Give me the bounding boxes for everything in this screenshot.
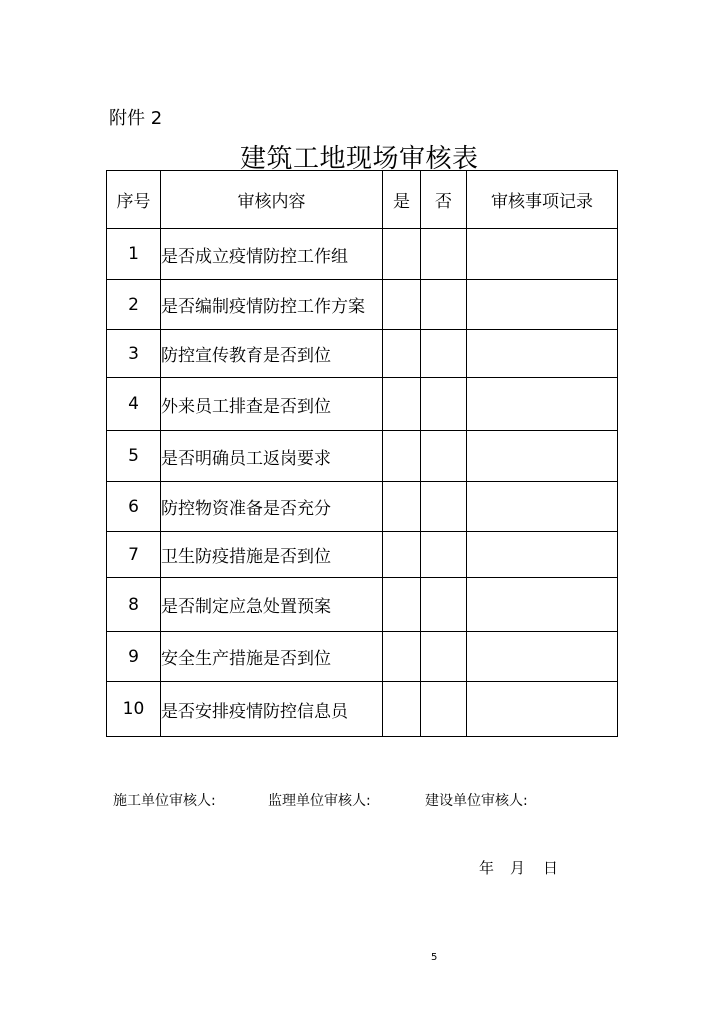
no-cell[interactable]	[421, 330, 467, 378]
attachment-label: 附件 2	[109, 108, 163, 129]
table-row	[107, 532, 618, 578]
no-cell[interactable]	[421, 578, 467, 632]
header-no: 否	[421, 171, 467, 229]
yes-cell[interactable]	[383, 682, 421, 737]
supervision-reviewer-label: 监理单位审核人:	[268, 793, 371, 809]
row-number: 10	[107, 682, 161, 737]
row-content: 是否编制疫情防控工作方案	[161, 280, 383, 330]
row-content: 是否明确员工返岗要求	[161, 431, 383, 482]
row-number: 2	[107, 280, 161, 330]
yes-cell[interactable]	[383, 482, 421, 532]
yes-cell[interactable]	[383, 578, 421, 632]
header-yes: 是	[383, 171, 421, 229]
row-number: 8	[107, 578, 161, 632]
no-cell[interactable]	[421, 431, 467, 482]
date-month-label: 月	[510, 859, 526, 877]
audit-table	[106, 170, 618, 737]
header-record: 审核事项记录	[467, 171, 618, 229]
row-content: 外来员工排查是否到位	[161, 378, 383, 431]
date-year-label: 年	[479, 859, 495, 877]
record-cell[interactable]	[467, 229, 618, 280]
table-row	[107, 682, 618, 737]
owner-reviewer-label: 建设单位审核人:	[425, 793, 528, 809]
row-number: 1	[107, 229, 161, 280]
no-cell[interactable]	[421, 378, 467, 431]
row-content: 卫生防疫措施是否到位	[161, 532, 383, 578]
no-cell[interactable]	[421, 682, 467, 737]
table-row	[107, 280, 618, 330]
yes-cell[interactable]	[383, 280, 421, 330]
table-row	[107, 482, 618, 532]
table-row	[107, 378, 618, 431]
row-number: 7	[107, 532, 161, 578]
table-row	[107, 431, 618, 482]
row-content: 安全生产措施是否到位	[161, 632, 383, 682]
table-row	[107, 229, 618, 280]
row-number: 4	[107, 378, 161, 431]
record-cell[interactable]	[467, 682, 618, 737]
table-row	[107, 330, 618, 378]
record-cell[interactable]	[467, 330, 618, 378]
table-row	[107, 632, 618, 682]
page-number: 5	[431, 952, 438, 963]
header-content: 审核内容	[161, 171, 383, 229]
yes-cell[interactable]	[383, 378, 421, 431]
record-cell[interactable]	[467, 532, 618, 578]
no-cell[interactable]	[421, 532, 467, 578]
record-cell[interactable]	[467, 431, 618, 482]
row-content: 是否安排疫情防控信息员	[161, 682, 383, 737]
table-row	[107, 578, 618, 632]
no-cell[interactable]	[421, 229, 467, 280]
row-content: 防控物资准备是否充分	[161, 482, 383, 532]
row-number: 9	[107, 632, 161, 682]
yes-cell[interactable]	[383, 532, 421, 578]
row-content: 是否成立疫情防控工作组	[161, 229, 383, 280]
yes-cell[interactable]	[383, 330, 421, 378]
row-number: 6	[107, 482, 161, 532]
yes-cell[interactable]	[383, 229, 421, 280]
no-cell[interactable]	[421, 482, 467, 532]
record-cell[interactable]	[467, 578, 618, 632]
record-cell[interactable]	[467, 482, 618, 532]
record-cell[interactable]	[467, 280, 618, 330]
form-title: 建筑工地现场审核表	[240, 144, 479, 174]
row-content: 是否制定应急处置预案	[161, 578, 383, 632]
yes-cell[interactable]	[383, 632, 421, 682]
construction-reviewer-label: 施工单位审核人:	[113, 793, 216, 809]
date-day-label: 日	[543, 859, 559, 877]
record-cell[interactable]	[467, 632, 618, 682]
header-row	[107, 171, 618, 229]
yes-cell[interactable]	[383, 431, 421, 482]
no-cell[interactable]	[421, 280, 467, 330]
record-cell[interactable]	[467, 378, 618, 431]
row-number: 5	[107, 431, 161, 482]
no-cell[interactable]	[421, 632, 467, 682]
header-seq: 序号	[107, 171, 161, 229]
row-content: 防控宣传教育是否到位	[161, 330, 383, 378]
row-number: 3	[107, 330, 161, 378]
